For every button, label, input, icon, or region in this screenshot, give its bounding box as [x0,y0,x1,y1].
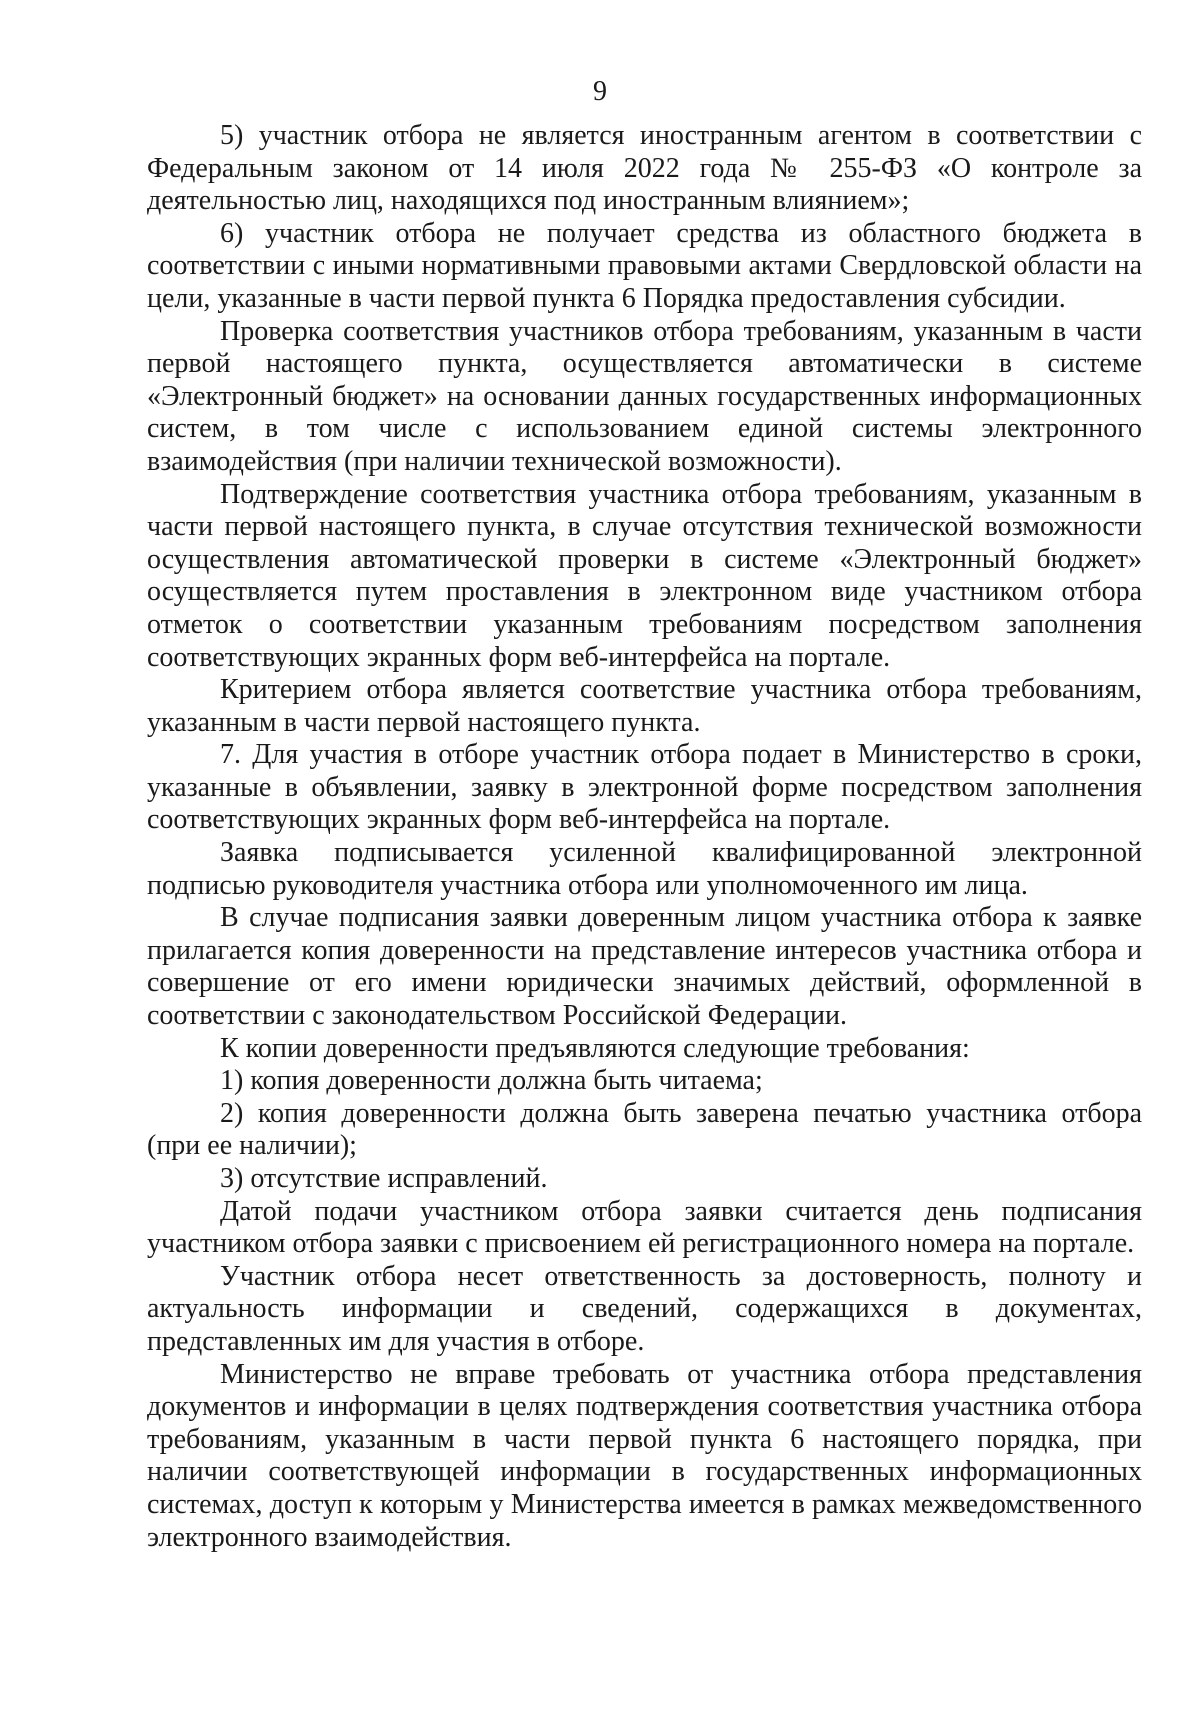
paragraph-participant-responsibility: Участник отбора несет ответственность за достоверность, полноту и актуальность информации и сведений, содержащихся в документах, представленных им для участия в отборе. [147,1260,1142,1357]
paragraph-submission-date: Датой подачи участником отбора заявки считается день подписания участником отбора заявки с присвоением ей регистрационного номера на портале. [147,1195,1142,1260]
paragraph-item-5: 5) участник отбора не является иностранным агентом в соответствии с Федеральным законом от 14 июля 2022 года № 255-ФЗ «О контроле за деятельностью лиц, находящихся под иностранным влиянием»; [147,120,1142,217]
paragraph-verification-manual: Подтверждение соответствия участника отбора требованиям, указанным в части первой настоящего пункта, в случае отсутствия технической возможности осуществления автоматической проверки в системе «Электронный бюджет» осуществляется путем проставления в электронном виде участником отбора отметок о соответствии указанным требованиям посредством заполнения соответствующих экранных форм веб-интерфейса на портале. [147,478,1142,673]
page-number: 9 [593,76,607,107]
paragraph-ministry-restriction: Министерство не вправе требовать от участника отбора представления документов и информации в целях подтверждения соответствия участника отбора требованиям, указанным в части первой пункта 6 настоящего порядка, при наличии соответствующей информации в государственных информационных системах, доступ к которым у Министерства имеется в рамках межведомственного электронного взаимодействия. [147,1358,1142,1553]
paragraph-requirement-3: 3) отсутствие исправлений. [220,1163,548,1194]
paragraph-requirement-1: 1) копия доверенности должна быть читаема; [220,1065,763,1097]
paragraph-application-signature: Заявка подписывается усиленной квалифицированной электронной подписью руководителя участника отбора или уполномоченного им лица. [147,837,1142,901]
paragraph-power-of-attorney: В случае подписания заявки доверенным лицом участника отбора к заявке прилагается копия доверенности на представление интересов участника отбора и совершение от его имени юридически значимых действий, оформленной в соответствии с законодательством Российской Федерации. [147,902,1142,1032]
paragraph-requirement-2: 2) копия доверенности должна быть заверена печатью участника отбора (при ее наличии); [147,1097,1142,1162]
paragraph-item-6: 6) участник отбора не получает средства из областного бюджета в соответствии с иными нормативными правовыми актами Свердловской области на цели, указанные в части первой пункта 6 Порядка предоставления субсидии. [147,217,1142,314]
paragraph-verification-auto: Проверка соответствия участников отбора требованиям, указанным в части первой настоящего пункта, осуществляется автоматически в системе «Электронный бюджет» на основании данных государственных информационных систем, в том числе с использованием единой системы электронного взаимодействия (при наличии технической возможности). [147,315,1142,477]
document-body [147,120,1142,1554]
paragraph-attorney-requirements: К копии доверенности предъявляются следующие требования: [220,1032,970,1064]
paragraph-selection-criterion: Критерием отбора является соответствие участника отбора требованиям, указанным в части первой настоящего пункта. [147,674,1142,738]
paragraph-clause-7: 7. Для участия в отборе участник отбора подает в Министерство в сроки, указанные в объявлении, заявку в электронной форме посредством заполнения соответствующих экранных форм веб-интерфейса на портале. [147,739,1142,836]
